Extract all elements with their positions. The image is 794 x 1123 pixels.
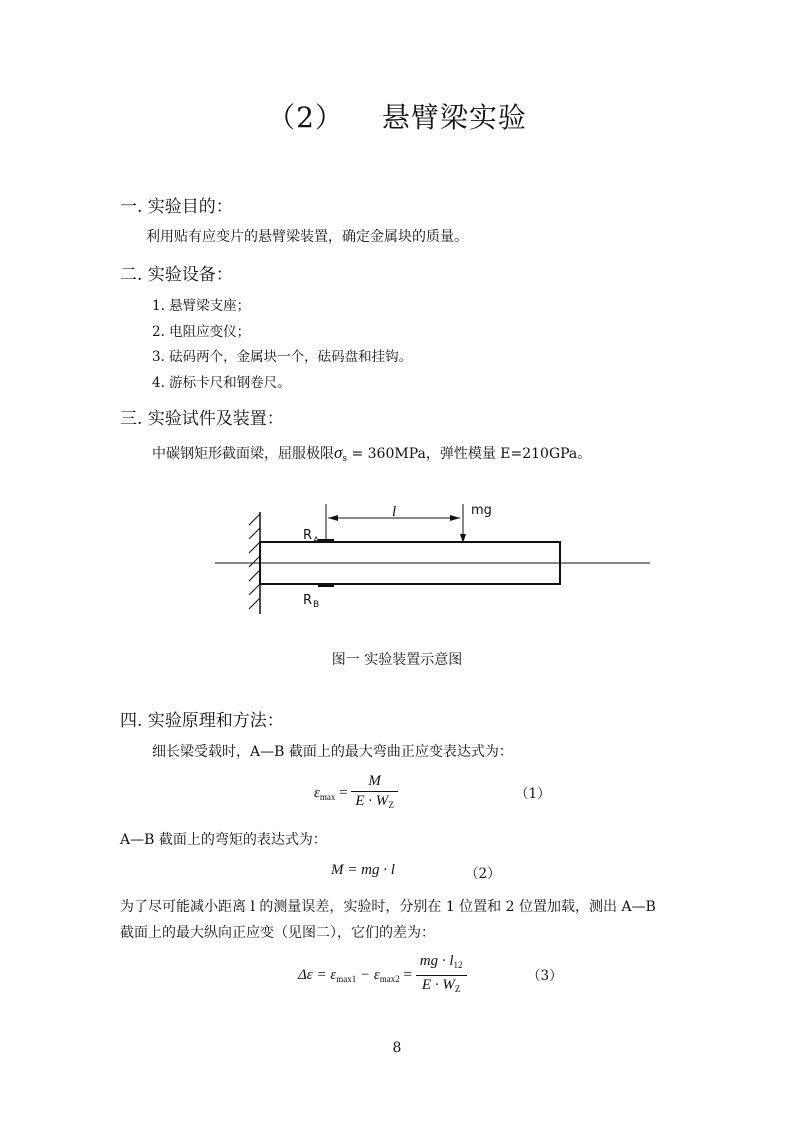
label-ra-sub: A xyxy=(313,536,320,546)
paragraph-line-1: 为了尽可能减小距离 l 的测量误差，实验时，分别在 1 位置和 2 位置加载，测出 A—B xyxy=(120,899,656,915)
equipment-item-3: 3. 砝码两个，金属块一个，砝码盘和挂钩。 xyxy=(152,349,413,365)
wall-hatching xyxy=(249,514,260,609)
eq3-sub2: max2 xyxy=(379,973,400,984)
section1-body: 利用贴有应变片的悬臂梁装置，确定金属块的质量。 xyxy=(146,229,468,245)
eq1-lhs: ε xyxy=(314,784,320,801)
section3-heading: 三. 实验试件及装置： xyxy=(120,409,284,429)
label-rb-sub: B xyxy=(313,600,320,610)
eq3-number: （3） xyxy=(527,968,563,984)
dimension-arrow-left xyxy=(328,515,338,521)
eq1-number: （1） xyxy=(515,786,551,802)
section4-heading: 四. 实验原理和方法： xyxy=(120,711,284,731)
specimen-text-after: = 360MPa，弹性模量 E=210GPa。 xyxy=(347,446,592,462)
cantilever-diagram xyxy=(0,490,794,630)
label-ra: R xyxy=(303,528,313,543)
sigma-subscript: s xyxy=(342,454,348,464)
moment-text: A—B 截面上的弯矩的表达式为： xyxy=(120,832,327,848)
section4-intro: 细长梁受载时，A—B 截面上的最大弯曲正应变表达式为： xyxy=(152,744,513,760)
eq3-fraction xyxy=(416,952,467,999)
eq3-denominator: E · W xyxy=(421,977,455,993)
label-rb: R xyxy=(303,593,313,608)
strain-gauge-b xyxy=(318,583,334,587)
eq1-denominator: E · W xyxy=(355,793,389,809)
section1-heading: 一. 实验目的： xyxy=(120,197,233,217)
equipment-item-1: 1. 悬臂梁支座； xyxy=(152,298,251,314)
equipment-item-4: 4. 游标卡尺和钢卷尺。 xyxy=(152,375,291,391)
label-l: l xyxy=(392,504,397,520)
eq1-fraction xyxy=(351,772,397,815)
eq1-numerator: M xyxy=(351,772,397,792)
equipment-item-2: 2. 电阻应变仪； xyxy=(152,324,251,340)
specimen-text-before: 中碳钢矩形截面梁，屈服极限 xyxy=(152,446,334,462)
eq1-denominator-sub: Z xyxy=(388,800,394,810)
eq3-denominator-sub: Z xyxy=(454,984,461,994)
eq2-number: （2） xyxy=(465,866,501,882)
equation-3 xyxy=(298,952,467,999)
figure-caption: 图一 实验装置示意图 xyxy=(331,652,463,668)
title-text: 悬臂梁实验 xyxy=(381,101,527,134)
dimension-arrow-right xyxy=(450,515,460,521)
equation-2: M = mg · l xyxy=(331,862,395,878)
paragraph-line-2: 截面上的最大纵向正应变（见图二），它们的差为： xyxy=(120,925,435,941)
page-number: 8 xyxy=(392,1040,402,1056)
label-mg: mg xyxy=(471,503,492,518)
title-number: （2） xyxy=(267,101,344,134)
eq1-lhs-sub: max xyxy=(319,791,336,802)
eq3-mid: − ε xyxy=(356,966,380,983)
section2-heading: 二. 实验设备： xyxy=(120,265,233,285)
eq3-numerator-sub: 12 xyxy=(453,960,463,970)
eq3-numerator: mg · l xyxy=(419,953,454,969)
page-title xyxy=(0,96,794,136)
specimen-description xyxy=(152,443,591,464)
eq3-sub1: max1 xyxy=(336,973,357,984)
eq3-lhs: Δε = ε xyxy=(298,966,337,983)
sigma-symbol: σ xyxy=(334,443,343,462)
equation-1: $\varepsilon_{max}$ = $\frac{M}{E \cdot W_Z}$ xyxy=(314,772,398,815)
eq3-equals: = xyxy=(399,966,416,983)
